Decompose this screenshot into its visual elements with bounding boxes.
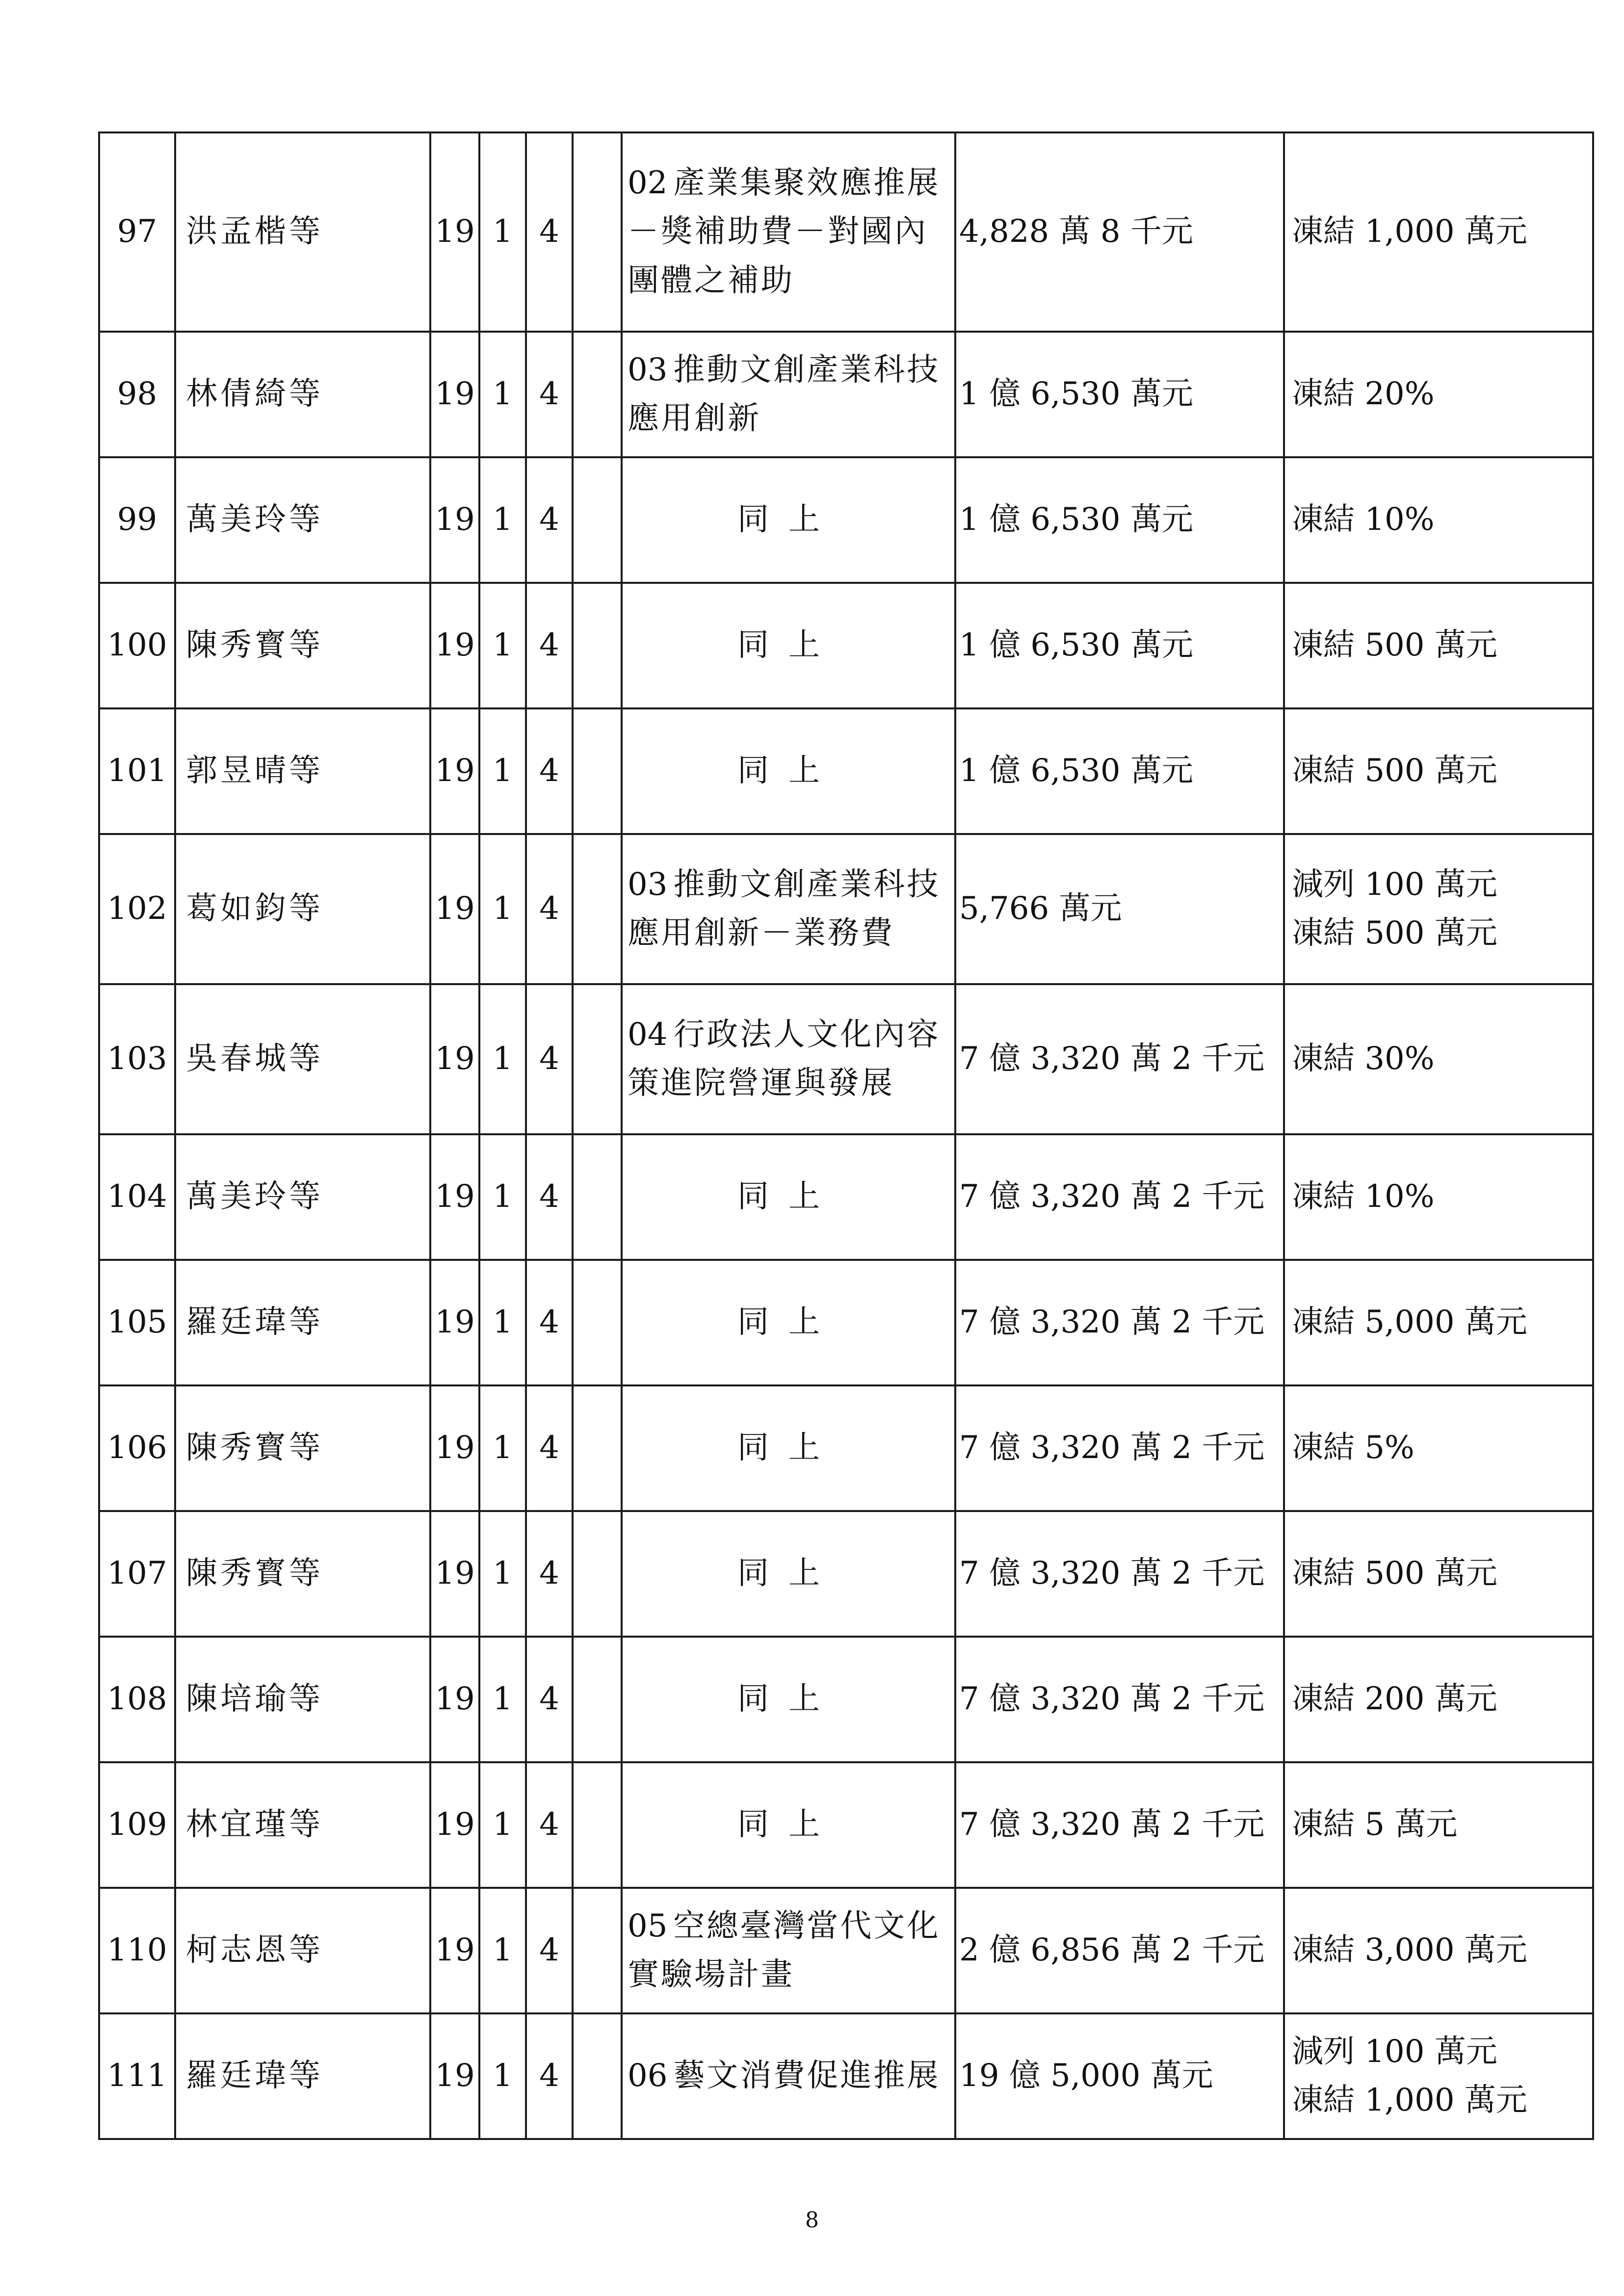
item-code: 03 — [628, 351, 668, 388]
table-row — [99, 1511, 1593, 1637]
decision-cell — [1284, 1762, 1593, 1888]
row-number-cell: 106 — [99, 1385, 175, 1511]
code-cell-1: 19 — [430, 1134, 479, 1260]
decision-line: 凍結 5 萬元 — [1292, 1806, 1458, 1843]
code-cell-2: 1 — [479, 457, 526, 583]
amount-cell: 7 億 3,320 萬 2 千元 — [955, 1637, 1284, 1762]
item-description: 推動文創產業科技應用創新 — [628, 351, 941, 437]
code-cell-1: 19 — [430, 1511, 479, 1637]
table-row — [99, 1385, 1593, 1511]
decision-line: 減列 100 萬元 — [1292, 2033, 1497, 2070]
table-row — [99, 1762, 1593, 1888]
amount-cell: 7 億 3,320 萬 2 千元 — [955, 1385, 1284, 1511]
amount-cell: 7 億 3,320 萬 2 千元 — [955, 1762, 1284, 1888]
item-cell — [622, 984, 955, 1134]
table-row — [99, 708, 1593, 834]
code-cell-3: 4 — [526, 1637, 573, 1762]
code-cell-3: 4 — [526, 1260, 573, 1385]
item-code: 05 — [628, 1907, 668, 1944]
table-row — [99, 457, 1593, 583]
decision-line: 凍結 10% — [1292, 1178, 1435, 1215]
amount-cell: 4,828 萬 8 千元 — [955, 132, 1284, 332]
proposer-cell: 陳秀寳等 — [175, 1385, 430, 1511]
table-row — [99, 2013, 1593, 2139]
proposer-cell: 陳秀寳等 — [175, 583, 430, 708]
code-cell-3: 4 — [526, 1134, 573, 1260]
row-number-cell: 98 — [99, 332, 175, 457]
code-cell-2: 1 — [479, 1385, 526, 1511]
code-cell-1: 19 — [430, 1762, 479, 1888]
decision-cell — [1284, 1637, 1593, 1762]
item-description: 產業集聚效應推展－獎補助費－對國內團體之補助 — [628, 165, 941, 299]
code-cell-3: 4 — [526, 457, 573, 583]
decision-cell — [1284, 583, 1593, 708]
code-cell-2: 1 — [479, 1260, 526, 1385]
decision-cell — [1284, 1260, 1593, 1385]
decision-cell — [1284, 834, 1593, 984]
item-code: 04 — [628, 1016, 668, 1053]
code-cell-2: 1 — [479, 2013, 526, 2139]
amount-cell: 5,766 萬元 — [955, 834, 1284, 984]
code-cell-4 — [573, 1888, 622, 2013]
item-cell — [622, 1762, 955, 1888]
decision-line: 凍結 500 萬元 — [1292, 915, 1497, 951]
item-cell — [622, 834, 955, 984]
decision-line: 凍結 5,000 萬元 — [1292, 1304, 1527, 1341]
amount-cell: 7 億 3,320 萬 2 千元 — [955, 1134, 1284, 1260]
code-cell-1: 19 — [430, 457, 479, 583]
row-number-cell: 101 — [99, 708, 175, 834]
row-number-cell: 109 — [99, 1762, 175, 1888]
decision-line: 凍結 200 萬元 — [1292, 1681, 1497, 1718]
item-description: 空總臺灣當代文化實驗場計畫 — [628, 1907, 941, 1993]
code-cell-1: 19 — [430, 332, 479, 457]
table-row — [99, 583, 1593, 708]
item-cell — [622, 2013, 955, 2139]
decision-cell — [1284, 2013, 1593, 2139]
code-cell-2: 1 — [479, 1762, 526, 1888]
same-as-above-label: 同上 — [737, 1555, 839, 1592]
code-cell-2: 1 — [479, 132, 526, 332]
code-cell-3: 4 — [526, 2013, 573, 2139]
code-cell-4 — [573, 1260, 622, 1385]
row-number-cell: 110 — [99, 1888, 175, 2013]
code-cell-3: 4 — [526, 1385, 573, 1511]
table-row — [99, 984, 1593, 1134]
code-cell-3: 4 — [526, 708, 573, 834]
table-row — [99, 1637, 1593, 1762]
code-cell-1: 19 — [430, 2013, 479, 2139]
proposer-cell: 羅廷瑋等 — [175, 1260, 430, 1385]
item-cell — [622, 457, 955, 583]
proposer-cell: 陳秀寳等 — [175, 1511, 430, 1637]
same-as-above-label: 同上 — [737, 501, 839, 538]
code-cell-3: 4 — [526, 332, 573, 457]
decision-line: 凍結 30% — [1292, 1041, 1435, 1077]
code-cell-4 — [573, 1385, 622, 1511]
code-cell-1: 19 — [430, 132, 479, 332]
item-cell — [622, 1260, 955, 1385]
code-cell-4 — [573, 132, 622, 332]
code-cell-4 — [573, 583, 622, 708]
decision-cell — [1284, 1511, 1593, 1637]
item-cell — [622, 132, 955, 332]
code-cell-4 — [573, 1637, 622, 1762]
same-as-above-label: 同上 — [737, 753, 839, 789]
table-row — [99, 1134, 1593, 1260]
amount-cell: 1 億 6,530 萬元 — [955, 708, 1284, 834]
row-number-cell: 102 — [99, 834, 175, 984]
code-cell-4 — [573, 708, 622, 834]
decision-line: 凍結 500 萬元 — [1292, 753, 1497, 789]
item-cell — [622, 1134, 955, 1260]
decision-line: 減列 100 萬元 — [1292, 866, 1497, 903]
decision-cell — [1284, 1385, 1593, 1511]
item-cell — [622, 1637, 955, 1762]
proposer-cell: 萬美玲等 — [175, 457, 430, 583]
row-number-cell: 108 — [99, 1637, 175, 1762]
code-cell-3: 4 — [526, 1511, 573, 1637]
same-as-above-label: 同上 — [737, 1681, 839, 1718]
decision-line: 凍結 500 萬元 — [1292, 1555, 1497, 1592]
amount-cell: 1 億 6,530 萬元 — [955, 457, 1284, 583]
item-code: 03 — [628, 866, 668, 903]
proposer-cell: 洪孟楷等 — [175, 132, 430, 332]
amount-cell: 7 億 3,320 萬 2 千元 — [955, 984, 1284, 1134]
item-cell — [622, 1385, 955, 1511]
decision-cell — [1284, 332, 1593, 457]
code-cell-4 — [573, 457, 622, 583]
item-cell — [622, 583, 955, 708]
decision-line: 凍結 5% — [1292, 1430, 1414, 1466]
page-number: 8 — [805, 2208, 819, 2233]
decision-line: 凍結 3,000 萬元 — [1292, 1932, 1527, 1969]
code-cell-3: 4 — [526, 834, 573, 984]
code-cell-3: 4 — [526, 583, 573, 708]
code-cell-2: 1 — [479, 332, 526, 457]
code-cell-1: 19 — [430, 834, 479, 984]
proposer-cell: 吳春城等 — [175, 984, 430, 1134]
item-code: 06 — [628, 2058, 668, 2094]
same-as-above-label: 同上 — [737, 1430, 839, 1466]
amount-cell: 1 億 6,530 萬元 — [955, 332, 1284, 457]
item-cell — [622, 708, 955, 834]
item-code: 02 — [628, 165, 668, 202]
code-cell-2: 1 — [479, 984, 526, 1134]
table-row — [99, 834, 1593, 984]
code-cell-2: 1 — [479, 1134, 526, 1260]
code-cell-4 — [573, 1134, 622, 1260]
row-number-cell: 111 — [99, 2013, 175, 2139]
code-cell-1: 19 — [430, 984, 479, 1134]
code-cell-3: 4 — [526, 132, 573, 332]
amount-cell: 2 億 6,856 萬 2 千元 — [955, 1888, 1284, 2013]
code-cell-4 — [573, 1762, 622, 1888]
proposer-cell: 陳培瑜等 — [175, 1637, 430, 1762]
proposer-cell: 萬美玲等 — [175, 1134, 430, 1260]
row-number-cell: 107 — [99, 1511, 175, 1637]
amount-cell: 7 億 3,320 萬 2 千元 — [955, 1511, 1284, 1637]
same-as-above-label: 同上 — [737, 1304, 839, 1341]
row-number-cell: 105 — [99, 1260, 175, 1385]
item-cell — [622, 1511, 955, 1637]
code-cell-4 — [573, 984, 622, 1134]
code-cell-4 — [573, 1511, 622, 1637]
decision-line: 凍結 10% — [1292, 501, 1435, 538]
item-cell — [622, 332, 955, 457]
item-description: 推動文創產業科技應用創新－業務費 — [628, 866, 941, 951]
code-cell-1: 19 — [430, 708, 479, 834]
code-cell-3: 4 — [526, 1762, 573, 1888]
proposer-cell: 林倩綺等 — [175, 332, 430, 457]
same-as-above-label: 同上 — [737, 1178, 839, 1215]
decision-line: 凍結 20% — [1292, 376, 1435, 413]
proposer-cell: 葛如鈞等 — [175, 834, 430, 984]
proposer-cell: 郭昱晴等 — [175, 708, 430, 834]
code-cell-2: 1 — [479, 583, 526, 708]
code-cell-2: 1 — [479, 1888, 526, 2013]
code-cell-2: 1 — [479, 834, 526, 984]
table-row — [99, 1260, 1593, 1385]
decision-line: 凍結 500 萬元 — [1292, 627, 1497, 664]
same-as-above-label: 同上 — [737, 1806, 839, 1843]
item-description: 藝文消費促進推展 — [673, 2058, 941, 2094]
decision-cell — [1284, 1888, 1593, 2013]
code-cell-1: 19 — [430, 1637, 479, 1762]
code-cell-3: 4 — [526, 1888, 573, 2013]
proposer-cell: 林宜瑾等 — [175, 1762, 430, 1888]
code-cell-1: 19 — [430, 1888, 479, 2013]
item-cell — [622, 1888, 955, 2013]
code-cell-2: 1 — [479, 1511, 526, 1637]
table-row — [99, 332, 1593, 457]
item-description: 行政法人文化內容策進院營運與發展 — [628, 1016, 941, 1101]
code-cell-2: 1 — [479, 708, 526, 834]
amount-cell: 19 億 5,000 萬元 — [955, 2013, 1284, 2139]
row-number-cell: 100 — [99, 583, 175, 708]
code-cell-4 — [573, 834, 622, 984]
code-cell-4 — [573, 2013, 622, 2139]
decision-cell — [1284, 132, 1593, 332]
decision-line: 凍結 1,000 萬元 — [1292, 2082, 1527, 2118]
decision-cell — [1284, 984, 1593, 1134]
table-row — [99, 132, 1593, 332]
row-number-cell: 104 — [99, 1134, 175, 1260]
proposer-cell: 羅廷瑋等 — [175, 2013, 430, 2139]
decision-line: 凍結 1,000 萬元 — [1292, 213, 1527, 250]
budget-table — [98, 131, 1594, 2140]
code-cell-1: 19 — [430, 583, 479, 708]
code-cell-1: 19 — [430, 1260, 479, 1385]
code-cell-3: 4 — [526, 984, 573, 1134]
same-as-above-label: 同上 — [737, 627, 839, 664]
decision-cell — [1284, 708, 1593, 834]
row-number-cell: 99 — [99, 457, 175, 583]
row-number-cell: 97 — [99, 132, 175, 332]
amount-cell: 7 億 3,320 萬 2 千元 — [955, 1260, 1284, 1385]
row-number-cell: 103 — [99, 984, 175, 1134]
amount-cell: 1 億 6,530 萬元 — [955, 583, 1284, 708]
proposer-cell: 柯志恩等 — [175, 1888, 430, 2013]
decision-cell — [1284, 1134, 1593, 1260]
code-cell-1: 19 — [430, 1385, 479, 1511]
code-cell-4 — [573, 332, 622, 457]
code-cell-2: 1 — [479, 1637, 526, 1762]
decision-cell — [1284, 457, 1593, 583]
table-row — [99, 1888, 1593, 2013]
